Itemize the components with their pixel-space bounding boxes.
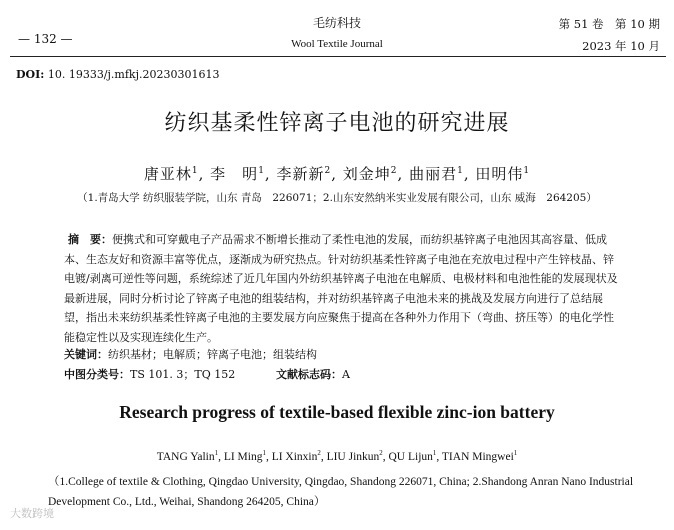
author-cn: 曲丽君$^1$ [409,165,464,183]
document-code-text: A [342,368,350,381]
keywords-cn [64,346,317,362]
author-en: TANG Yalin$^1$ [156,450,219,463]
publication-date: 2023 年 10 月 [582,39,660,53]
classification-label: 中图分类号： [64,368,130,381]
affiliation-cn: （1.青岛大学 纺织服装学院，山东 青岛 226071；2.山东安然纳米实业发展有限公司，山东 威海 264205） [77,192,597,204]
keywords-text: 纺织基材；电解质；锌离子电池；组装结构 [108,348,317,361]
author-en: LIU Jinkun$^2$ [326,450,383,463]
author-en: LI Xinxin$^2$ [271,450,321,463]
classification-number [64,366,235,382]
abstract-cn [64,230,624,347]
document-code-label: 文献标志码： [276,368,342,381]
page-number: — 132 — [18,32,73,46]
keywords-label: 关键词： [64,348,108,361]
author-en: LI Ming$^1$ [223,450,266,463]
document-code [276,366,350,382]
doi-value[interactable]: 10. 19333/j.mfkj.20230301613 [47,68,220,81]
authors-en: TANG Yalin$^1$, LI Ming$^1$, LI Xinxin$^2$, LIU Jinkun$^2$, QU Lijun$^1$, TIAN Mingwei$^1$ [156,450,518,463]
author-cn: 李新新$^2$ [276,165,332,183]
author-cn: 李 明$^1$ [210,165,265,183]
author-en: TIAN Mingwei$^1$ [441,450,518,463]
article-title-en: Research progress of textile-based flexible zinc-ion battery [119,402,555,422]
journal-name-en: Wool Textile Journal [291,38,383,50]
abstract-text: 便携式和可穿戴电子产品需求不断增长推动了柔性电池的发展，而纺织基锌离子电池因其高容量、低成本、生态友好和资源丰富等优点，逐渐成为研究热点。针对纺织基柔性锌离子电池在充放电过程中产生锌枝晶、锌电镀/剥离可逆性等问题，系统综述了近几年国内外纺织基锌离子电池在电解质、电极材料和电池性能的发展现状及最新进展，同时分析讨论了锌离子电池的组装结构，并对纺织基锌离子电池未来的挑战及发展方向进行了总结展望，指出未来纺织基柔性锌离子电池的主要发展方向应聚焦于提高在各种外力作用下（弯曲、挤压等）的电化学性能稳定性以及实现连续化生产。 [64,233,618,344]
doi-label: DOI: [16,68,45,81]
article-title-cn: 纺织基柔性锌离子电池的研究进展 [164,111,510,136]
abstract-label: 摘 要： [68,233,112,246]
author-cn: 唐亚林$^1$ [143,165,199,183]
header-rule [10,56,666,57]
journal-name-cn: 毛纺科技 [312,16,361,30]
volume-issue: 第 51 卷 第 10 期 [558,17,660,31]
classification-text: TS 101. 3；TQ 152 [130,368,236,381]
affiliation-en: （1.College of textile & Clothing, Qingdao University, Qingdao, Shandong 226071, China; 2.Shandong Anran Nano Industrial Development Co., Ltd., Weihai, Shandong 264205, China） [48,476,634,508]
author-cn: 刘金坤$^2$ [342,165,398,183]
author-cn: 田明伟$^1$ [475,165,531,183]
authors-cn: 唐亚林$^1$, 李 明$^1$, 李新新$^2$, 刘金坤$^2$, 曲丽君$^1$, 田明伟$^1$ [143,165,531,183]
author-en: QU Lijun$^1$ [388,450,437,463]
doi-line [16,68,219,81]
watermark-logo: 大数跨境 [10,507,54,520]
